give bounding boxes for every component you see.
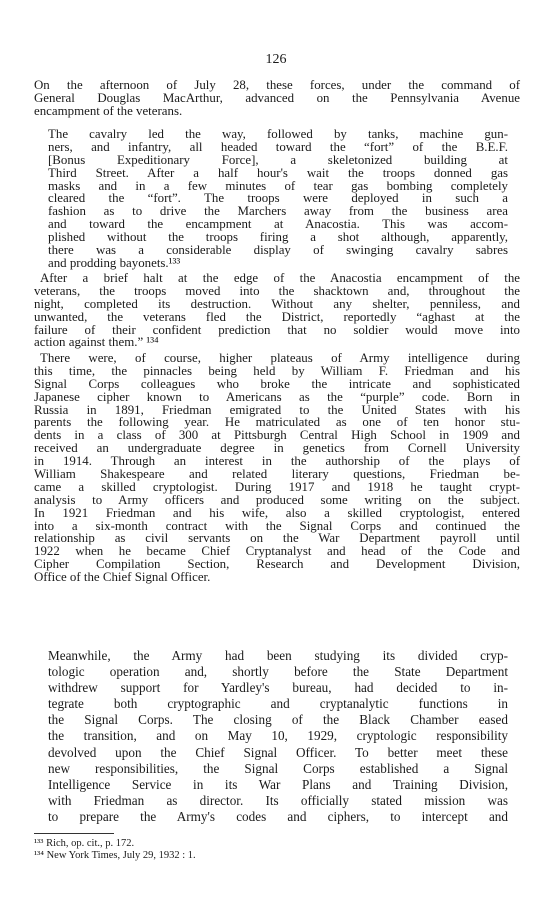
text-line: night, completed its destruction. Without any shelter, penniless, and (34, 296, 520, 311)
text-line: Japanese cipher known to Americans as the “purple” code. Born in (34, 389, 520, 404)
text-line: plished without the troops firing a shot although, apparently, (48, 230, 508, 245)
text-line: In 1921 Friedman and his wife, also a skilled cryptologist, entered (34, 505, 520, 520)
text-line: into a six-month contract with the Signal Corps and continued the (34, 518, 520, 533)
text-line: relationship as civil servants on the War Department payroll until (34, 531, 520, 546)
paragraph-friedman (34, 352, 520, 584)
footnote-divider (34, 833, 114, 834)
text-line: encampment of the veterans. (34, 103, 183, 118)
text-line: unwanted, the veterans fled the District, reportedly “aghast at the (34, 309, 520, 324)
text-line: tegrate both cryptographic and cryptanalytic functions in (48, 696, 508, 712)
page-number: 126 (265, 52, 287, 67)
text-line: General Douglas MacArthur, advanced on the Pennsylvania Avenue (34, 90, 520, 105)
text-line: Third Street. After a half hour's wait the troops donned gas (48, 165, 508, 180)
text-line: Signal Corps colleagues who broke the intricate and sophisticated (34, 376, 520, 391)
text-line: dents in a class of 300 at Pittsburgh Central High School in 1909 and (34, 428, 520, 443)
text-line: the transition, and on May 10, 1929, cryptologic responsibility (48, 728, 508, 744)
text-line: masks and in a few minutes of tear gas bombing completely (48, 178, 508, 193)
footnote: ¹³⁴ New York Times, July 29, 1932 : 1. (34, 849, 196, 861)
text-line: The cavalry led the way, followed by tanks, machine gun- (48, 127, 508, 141)
text-line: and toward the encampment at Anacostia. This was accom- (48, 217, 508, 232)
text-line: veterans, the troops moved into the shacktown and, throughout the (34, 283, 520, 298)
text-line: withdrew support for Yardley's bureau, had decided to in- (48, 680, 508, 696)
text-line: Office of the Chief Signal Officer. (34, 570, 211, 585)
text-line: Cipher Compilation Section, Research and Development Division, (34, 557, 520, 572)
text-line: new responsibilities, the Signal Corps established a Signal (48, 760, 508, 776)
text-line: Intelligence Service in its War Plans and Training Division, (48, 776, 508, 792)
text-line: tologic operation and, shortly before the State Department (48, 664, 508, 680)
text-line: There were, of course, higher plateaus of Army intelligence during (40, 351, 520, 365)
text-line: received an undergraduate degree in genetics from Cornell University (34, 441, 520, 456)
text-line: the Signal Corps. The closing of the Black Chamber eased (48, 712, 508, 728)
footnote: ¹³³ Rich, op. cit., p. 172. (34, 838, 135, 849)
footnotes (34, 838, 334, 861)
text-line: to prepare the Army's codes and ciphers, to intercept and (48, 808, 508, 824)
block-quote-cavalry (48, 128, 508, 270)
text-line: there was a considerable display of swinging cavalry sabres (48, 243, 508, 258)
paragraph-intro (34, 79, 520, 118)
text-line: fashion as to drive the Marchers away from the business area (48, 204, 508, 219)
text-line: this time, the pinnacles being held by William F. Friedman and his (34, 363, 520, 378)
text-line: with Friedman as director. Its officially stated mission was (48, 792, 508, 808)
text-line: and prodding bayonets.¹³³ (48, 255, 181, 270)
text-line: ners, and infantry, all headed toward the “fort” of the B.E.F. (48, 139, 508, 154)
text-line: [Bonus Expeditionary Force], a skeletonized building at (48, 152, 508, 167)
text-line: devolved upon the Chief Signal Officer. To better meet these (48, 744, 508, 760)
text-line: Meanwhile, the Army had been studying its divided cryp- (48, 648, 508, 663)
text-line: cleared the “fort”. The troops were deployed in such a (48, 191, 508, 206)
text-line: analysis to Army officers and produced some writing on the subject. (34, 492, 520, 507)
text-line: failure of their confident prediction that no soldier would move into (34, 322, 520, 337)
text-line: parents the following year. He matriculated as one of ten honor stu- (34, 415, 520, 430)
text-line: action against them.” ¹³⁴ (34, 335, 159, 350)
text-line: Russia in 1891, Friedman emigrated to the United States with his (34, 402, 520, 417)
text-line: William Shakespeare and related literary questions, Friedman be- (34, 467, 520, 482)
text-line: came a skilled cryptologist. During 1917 and 1918 he taught crypt- (34, 479, 520, 494)
paragraph-anacostia (34, 272, 520, 349)
text-line: On the afternoon of July 28, these forces, under the command of (34, 78, 520, 92)
text-line: in 1914. Through an interest in the authorship of the plays of (34, 454, 520, 469)
text-line: After a brief halt at the edge of the Anacostia encampment of the (40, 271, 520, 285)
block-quote-signal-corps (48, 648, 508, 825)
text-line: 1922 when he became Chief Cryptanalyst and head of the Code and (34, 544, 520, 559)
